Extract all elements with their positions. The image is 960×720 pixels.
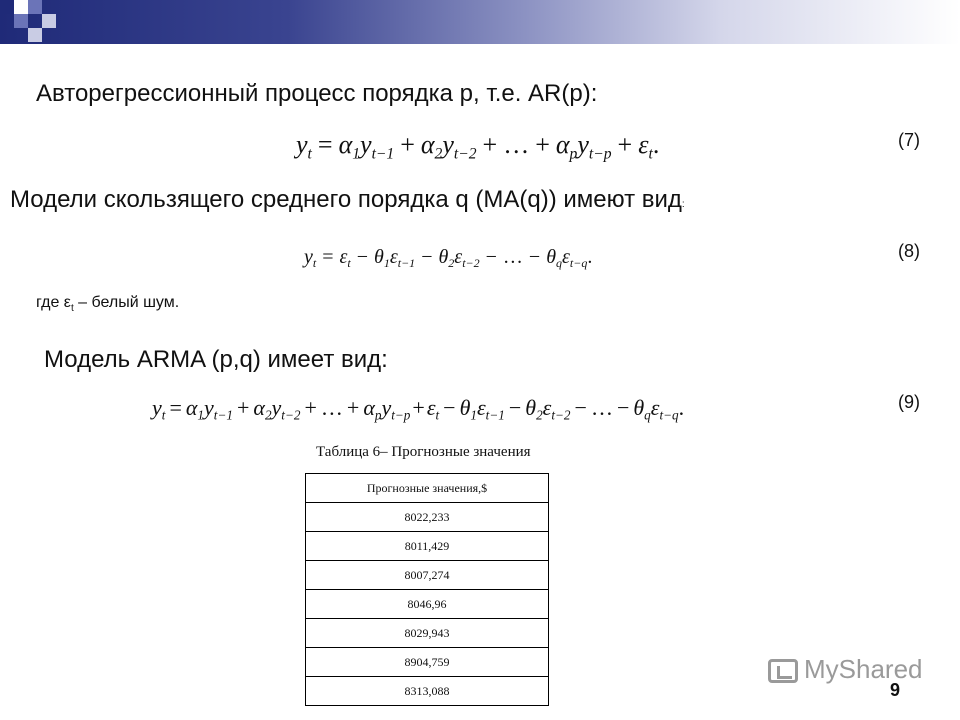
white-noise-suffix: – белый шум. bbox=[73, 294, 180, 311]
white-noise-subscript: t bbox=[70, 303, 74, 315]
equation-ma: $y_t = \varepsilon_t - \theta_1\varepsilon_{t-1} - \theta_2\varepsilon_{t-2}$ − … − $\theta_q\varepsilon_{t-q}$. bbox=[304, 246, 593, 271]
table-cell: 8046,96 bbox=[306, 590, 549, 619]
decor-square bbox=[14, 0, 28, 14]
table-cell: 8313,088 bbox=[306, 677, 549, 706]
top-decorative-bar bbox=[0, 0, 960, 44]
table-cell: 8007,274 bbox=[306, 561, 549, 590]
table-cell: 8029,943 bbox=[306, 619, 549, 648]
decor-square bbox=[14, 14, 28, 28]
table-cell: 8904,759 bbox=[306, 648, 549, 677]
ma-heading-colon: : bbox=[681, 199, 685, 210]
ma-heading bbox=[10, 186, 685, 214]
table-cell: 8022,233 bbox=[306, 503, 549, 532]
decor-square bbox=[42, 14, 56, 28]
table-cell: 8011,429 bbox=[306, 532, 549, 561]
decor-square bbox=[0, 0, 14, 14]
table-header-cell: Прогнозные значения,$ bbox=[306, 474, 549, 503]
watermark-text: MyShared bbox=[804, 654, 923, 684]
equation-9-number: (9) bbox=[898, 392, 920, 412]
ar-heading: Авторегрессионный процесс порядка р, т.е. AR(р): bbox=[36, 80, 598, 107]
white-noise-prefix: где ε bbox=[36, 294, 71, 311]
ma-heading-text: Модели скользящего среднего порядка q (MA(q)) имеют вид bbox=[10, 186, 682, 213]
decor-square bbox=[28, 0, 42, 14]
arma-heading: Модель ARMA (p,q) имеет вид: bbox=[44, 346, 388, 373]
decor-square bbox=[28, 28, 42, 42]
equation-7-number: (7) bbox=[898, 130, 920, 150]
equation-ar: $y_t = \alpha_1y_{t-1} + \alpha_2y_{t-2}$ + … + $\alpha_py_{t-p} + \varepsilon_t$. bbox=[296, 130, 660, 163]
equation-arma: $y_t = \alpha_1y_{t-1} + \alpha_2y_{t-2}$ + … + $\alpha_py_{t-p}+\varepsilon_t - \theta_1\varepsilon_{t-1} - \theta_2\varepsilon_{t-2}$ − … − $\theta_q\varepsilon_{t-q}$. bbox=[152, 395, 685, 423]
forecast-table bbox=[305, 473, 549, 706]
equation-8-number: (8) bbox=[898, 241, 920, 261]
table-caption: Таблица 6– Прогнозные значения bbox=[316, 444, 531, 460]
page-number: 9 bbox=[890, 680, 901, 700]
white-noise-note bbox=[36, 294, 179, 314]
presentation-icon bbox=[768, 659, 798, 683]
